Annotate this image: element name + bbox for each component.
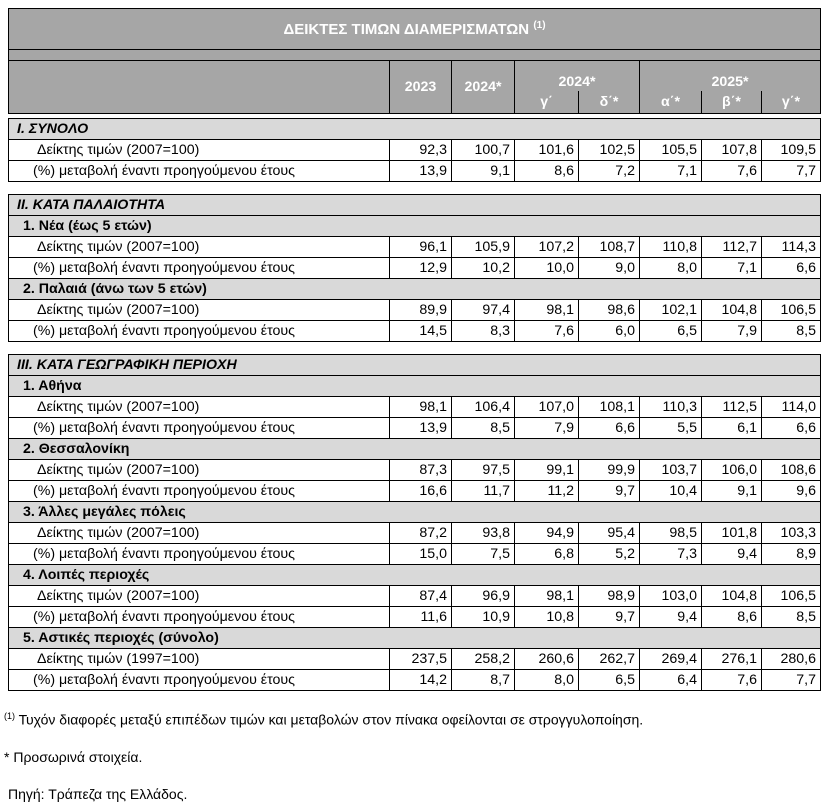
change-value: 8,5 [762,321,821,342]
index-value: 102,5 [579,140,640,161]
header-group-2024: 2024* [515,61,640,92]
table-row [9,544,821,565]
change-value: 7,1 [640,161,702,182]
table-row [9,586,821,607]
change-value: 11,7 [452,481,515,502]
header-2024-q4: δ΄* [579,91,640,114]
header-group-2025: 2025* [640,61,821,92]
index-value: 87,2 [390,523,452,544]
index-value: 106,0 [702,460,762,481]
row-spacer [9,342,821,355]
index-value: 269,4 [640,649,702,670]
change-value: 11,6 [390,607,452,628]
index-value: 260,6 [515,649,579,670]
change-value: 6,0 [579,321,640,342]
change-value: 6,8 [515,544,579,565]
index-value: 98,1 [515,586,579,607]
index-value: 110,3 [640,397,702,418]
change-value: 9,6 [762,481,821,502]
index-value: 98,1 [390,397,452,418]
index-value: 96,9 [452,586,515,607]
index-value: 97,4 [452,300,515,321]
change-value: 11,2 [515,481,579,502]
change-value: 8,6 [702,607,762,628]
index-value: 109,5 [762,140,821,161]
change-value: 6,6 [762,258,821,279]
header-2025-q3: γ΄* [762,91,821,114]
index-value: 102,1 [640,300,702,321]
table-row [9,481,821,502]
table-row [9,161,821,182]
row-label-index: Δείκτης τιμών (1997=100) [9,649,390,670]
subsection-title: 3. Άλλες μεγάλες πόλεις [9,502,821,523]
section-row [9,355,821,376]
footnote-rounding [4,711,643,728]
index-value: 94,9 [515,523,579,544]
row-label-change: (%) μεταβολή έναντι προηγούμενου έτους [9,258,390,279]
spacer-cell [9,342,821,355]
index-value: 103,3 [762,523,821,544]
index-value: 110,8 [640,237,702,258]
table-row [9,397,821,418]
index-value: 106,5 [762,300,821,321]
index-value: 108,1 [579,397,640,418]
index-value: 105,5 [640,140,702,161]
index-value: 98,9 [579,586,640,607]
index-value: 99,9 [579,460,640,481]
change-value: 14,5 [390,321,452,342]
footnote-provisional: * Προσωρινά στοιχεία. [4,749,143,765]
change-value: 8,0 [640,258,702,279]
index-value: 98,5 [640,523,702,544]
row-label-index: Δείκτης τιμών (2007=100) [9,300,390,321]
index-value: 96,1 [390,237,452,258]
change-value: 10,9 [452,607,515,628]
table-row [9,237,821,258]
change-value: 8,6 [515,161,579,182]
index-value: 104,8 [702,586,762,607]
change-value: 10,8 [515,607,579,628]
subsection-row [9,279,821,300]
subsection-title: 2. Θεσσαλονίκη [9,439,821,460]
table-row [9,523,821,544]
index-value: 87,3 [390,460,452,481]
table-row [9,670,821,691]
index-value: 99,1 [515,460,579,481]
change-value: 5,5 [640,418,702,439]
change-value: 6,6 [579,418,640,439]
footnote-mark: (1) [4,711,15,721]
change-value: 7,7 [762,670,821,691]
subsection-row [9,216,821,237]
table-title-row [9,9,821,50]
change-value: 8,3 [452,321,515,342]
title-spacer [9,50,821,61]
change-value: 7,2 [579,161,640,182]
change-value: 7,6 [702,670,762,691]
index-value: 106,4 [452,397,515,418]
change-value: 13,9 [390,418,452,439]
index-value: 108,6 [762,460,821,481]
header-2024-annual: 2024* [452,61,515,114]
subsection-row [9,565,821,586]
change-value: 9,1 [452,161,515,182]
index-value: 112,5 [702,397,762,418]
index-value: 107,0 [515,397,579,418]
index-value: 107,2 [515,237,579,258]
index-value: 104,8 [702,300,762,321]
title-footnote-mark: (1) [533,20,546,31]
change-value: 9,7 [579,607,640,628]
change-value: 9,4 [702,544,762,565]
subsection-title: 1. Αθήνα [9,376,821,397]
change-value: 13,9 [390,161,452,182]
row-label-change: (%) μεταβολή έναντι προηγούμενου έτους [9,418,390,439]
change-value: 10,4 [640,481,702,502]
index-value: 107,8 [702,140,762,161]
change-value: 7,5 [452,544,515,565]
index-value: 112,7 [702,237,762,258]
row-label-index: Δείκτης τιμών (2007=100) [9,523,390,544]
table-row [9,140,821,161]
change-value: 7,6 [515,321,579,342]
row-label-change: (%) μεταβολή έναντι προηγούμενου έτους [9,607,390,628]
row-spacer [9,182,821,195]
change-value: 9,1 [702,481,762,502]
index-value: 101,8 [702,523,762,544]
header-2024-q3: γ΄ [515,91,579,114]
index-value: 114,0 [762,397,821,418]
table-title-text: ΔΕΙΚΤΕΣ ΤΙΜΩΝ ΔΙΑΜΕΡΙΣΜΑΤΩΝ [283,21,530,38]
index-value: 105,9 [452,237,515,258]
change-value: 6,1 [702,418,762,439]
change-value: 12,9 [390,258,452,279]
index-value: 114,3 [762,237,821,258]
subsection-row [9,628,821,649]
row-label-change: (%) μεταβολή έναντι προηγούμενου έτους [9,161,390,182]
index-value: 89,9 [390,300,452,321]
row-label-index: Δείκτης τιμών (2007=100) [9,237,390,258]
source-note: Πηγή: Τράπεζα της Ελλάδος. [8,786,188,802]
change-value: 9,4 [640,607,702,628]
header-label-blank [9,61,390,114]
change-value: 7,3 [640,544,702,565]
subsection-title: 1. Νέα (έως 5 ετών) [9,216,821,237]
header-2025-q1: α΄* [640,91,702,114]
subsection-row [9,502,821,523]
change-value: 7,9 [702,321,762,342]
index-value: 276,1 [702,649,762,670]
table-row [9,460,821,481]
row-label-index: Δείκτης τιμών (2007=100) [9,460,390,481]
footnote-rounding-text: Τυχόν διαφορές μεταξύ επιπέδων τιμών και μεταβολών στον πίνακα οφείλονται σε στρογγυλοποίηση. [18,711,644,728]
change-value: 9,0 [579,258,640,279]
change-value: 6,5 [640,321,702,342]
header-2023: 2023 [390,61,452,114]
row-label-change: (%) μεταβολή έναντι προηγούμενου έτους [9,321,390,342]
table-row [9,418,821,439]
change-value: 8,9 [762,544,821,565]
section-row [9,195,821,216]
row-label-index: Δείκτης τιμών (2007=100) [9,397,390,418]
change-value: 7,9 [515,418,579,439]
change-value: 7,7 [762,161,821,182]
change-value: 9,7 [579,481,640,502]
table-row [9,321,821,342]
index-value: 103,7 [640,460,702,481]
row-label-change: (%) μεταβολή έναντι προηγούμενου έτους [9,670,390,691]
section-title: I. ΣΥΝΟΛΟ [9,119,821,140]
change-value: 8,7 [452,670,515,691]
subsection-title: 2. Παλαιά (άνω των 5 ετών) [9,279,821,300]
index-value: 103,0 [640,586,702,607]
header-row-years [9,61,821,92]
row-label-index: Δείκτης τιμών (2007=100) [9,586,390,607]
change-value: 7,6 [702,161,762,182]
change-value: 8,5 [452,418,515,439]
change-value: 15,0 [390,544,452,565]
table-title [9,9,821,50]
change-value: 6,5 [579,670,640,691]
index-value: 106,5 [762,586,821,607]
subsection-title: 4. Λοιπές περιοχές [9,565,821,586]
change-value: 5,2 [579,544,640,565]
change-value: 6,6 [762,418,821,439]
row-label-index: Δείκτης τιμών (2007=100) [9,140,390,161]
change-value: 10,0 [515,258,579,279]
index-value: 98,1 [515,300,579,321]
index-value: 262,7 [579,649,640,670]
subsection-row [9,439,821,460]
subsection-row [9,376,821,397]
section-row [9,119,821,140]
header-2025-q2: β΄* [702,91,762,114]
change-value: 6,4 [640,670,702,691]
table-row [9,649,821,670]
index-value: 258,2 [452,649,515,670]
index-value: 100,7 [452,140,515,161]
index-value: 92,3 [390,140,452,161]
section-title: II. ΚΑΤΑ ΠΑΛΑΙΟΤΗΤΑ [9,195,821,216]
change-value: 10,2 [452,258,515,279]
table-row [9,607,821,628]
section-title: III. ΚΑΤΑ ΓΕΩΓΡΑΦΙΚΗ ΠΕΡΙΟΧΗ [9,355,821,376]
index-value: 97,5 [452,460,515,481]
index-value: 280,6 [762,649,821,670]
row-label-change: (%) μεταβολή έναντι προηγούμενου έτους [9,481,390,502]
subsection-title: 5. Αστικές περιοχές (σύνολο) [9,628,821,649]
index-value: 98,6 [579,300,640,321]
change-value: 8,5 [762,607,821,628]
row-label-change: (%) μεταβολή έναντι προηγούμενου έτους [9,544,390,565]
index-value: 108,7 [579,237,640,258]
change-value: 14,2 [390,670,452,691]
change-value: 8,0 [515,670,579,691]
index-value: 237,5 [390,649,452,670]
spacer-cell [9,182,821,195]
apartment-price-index-table [8,8,821,691]
index-value: 87,4 [390,586,452,607]
table-row [9,258,821,279]
index-value: 93,8 [452,523,515,544]
change-value: 16,6 [390,481,452,502]
change-value: 7,1 [702,258,762,279]
index-value: 101,6 [515,140,579,161]
table-row [9,300,821,321]
index-value: 95,4 [579,523,640,544]
